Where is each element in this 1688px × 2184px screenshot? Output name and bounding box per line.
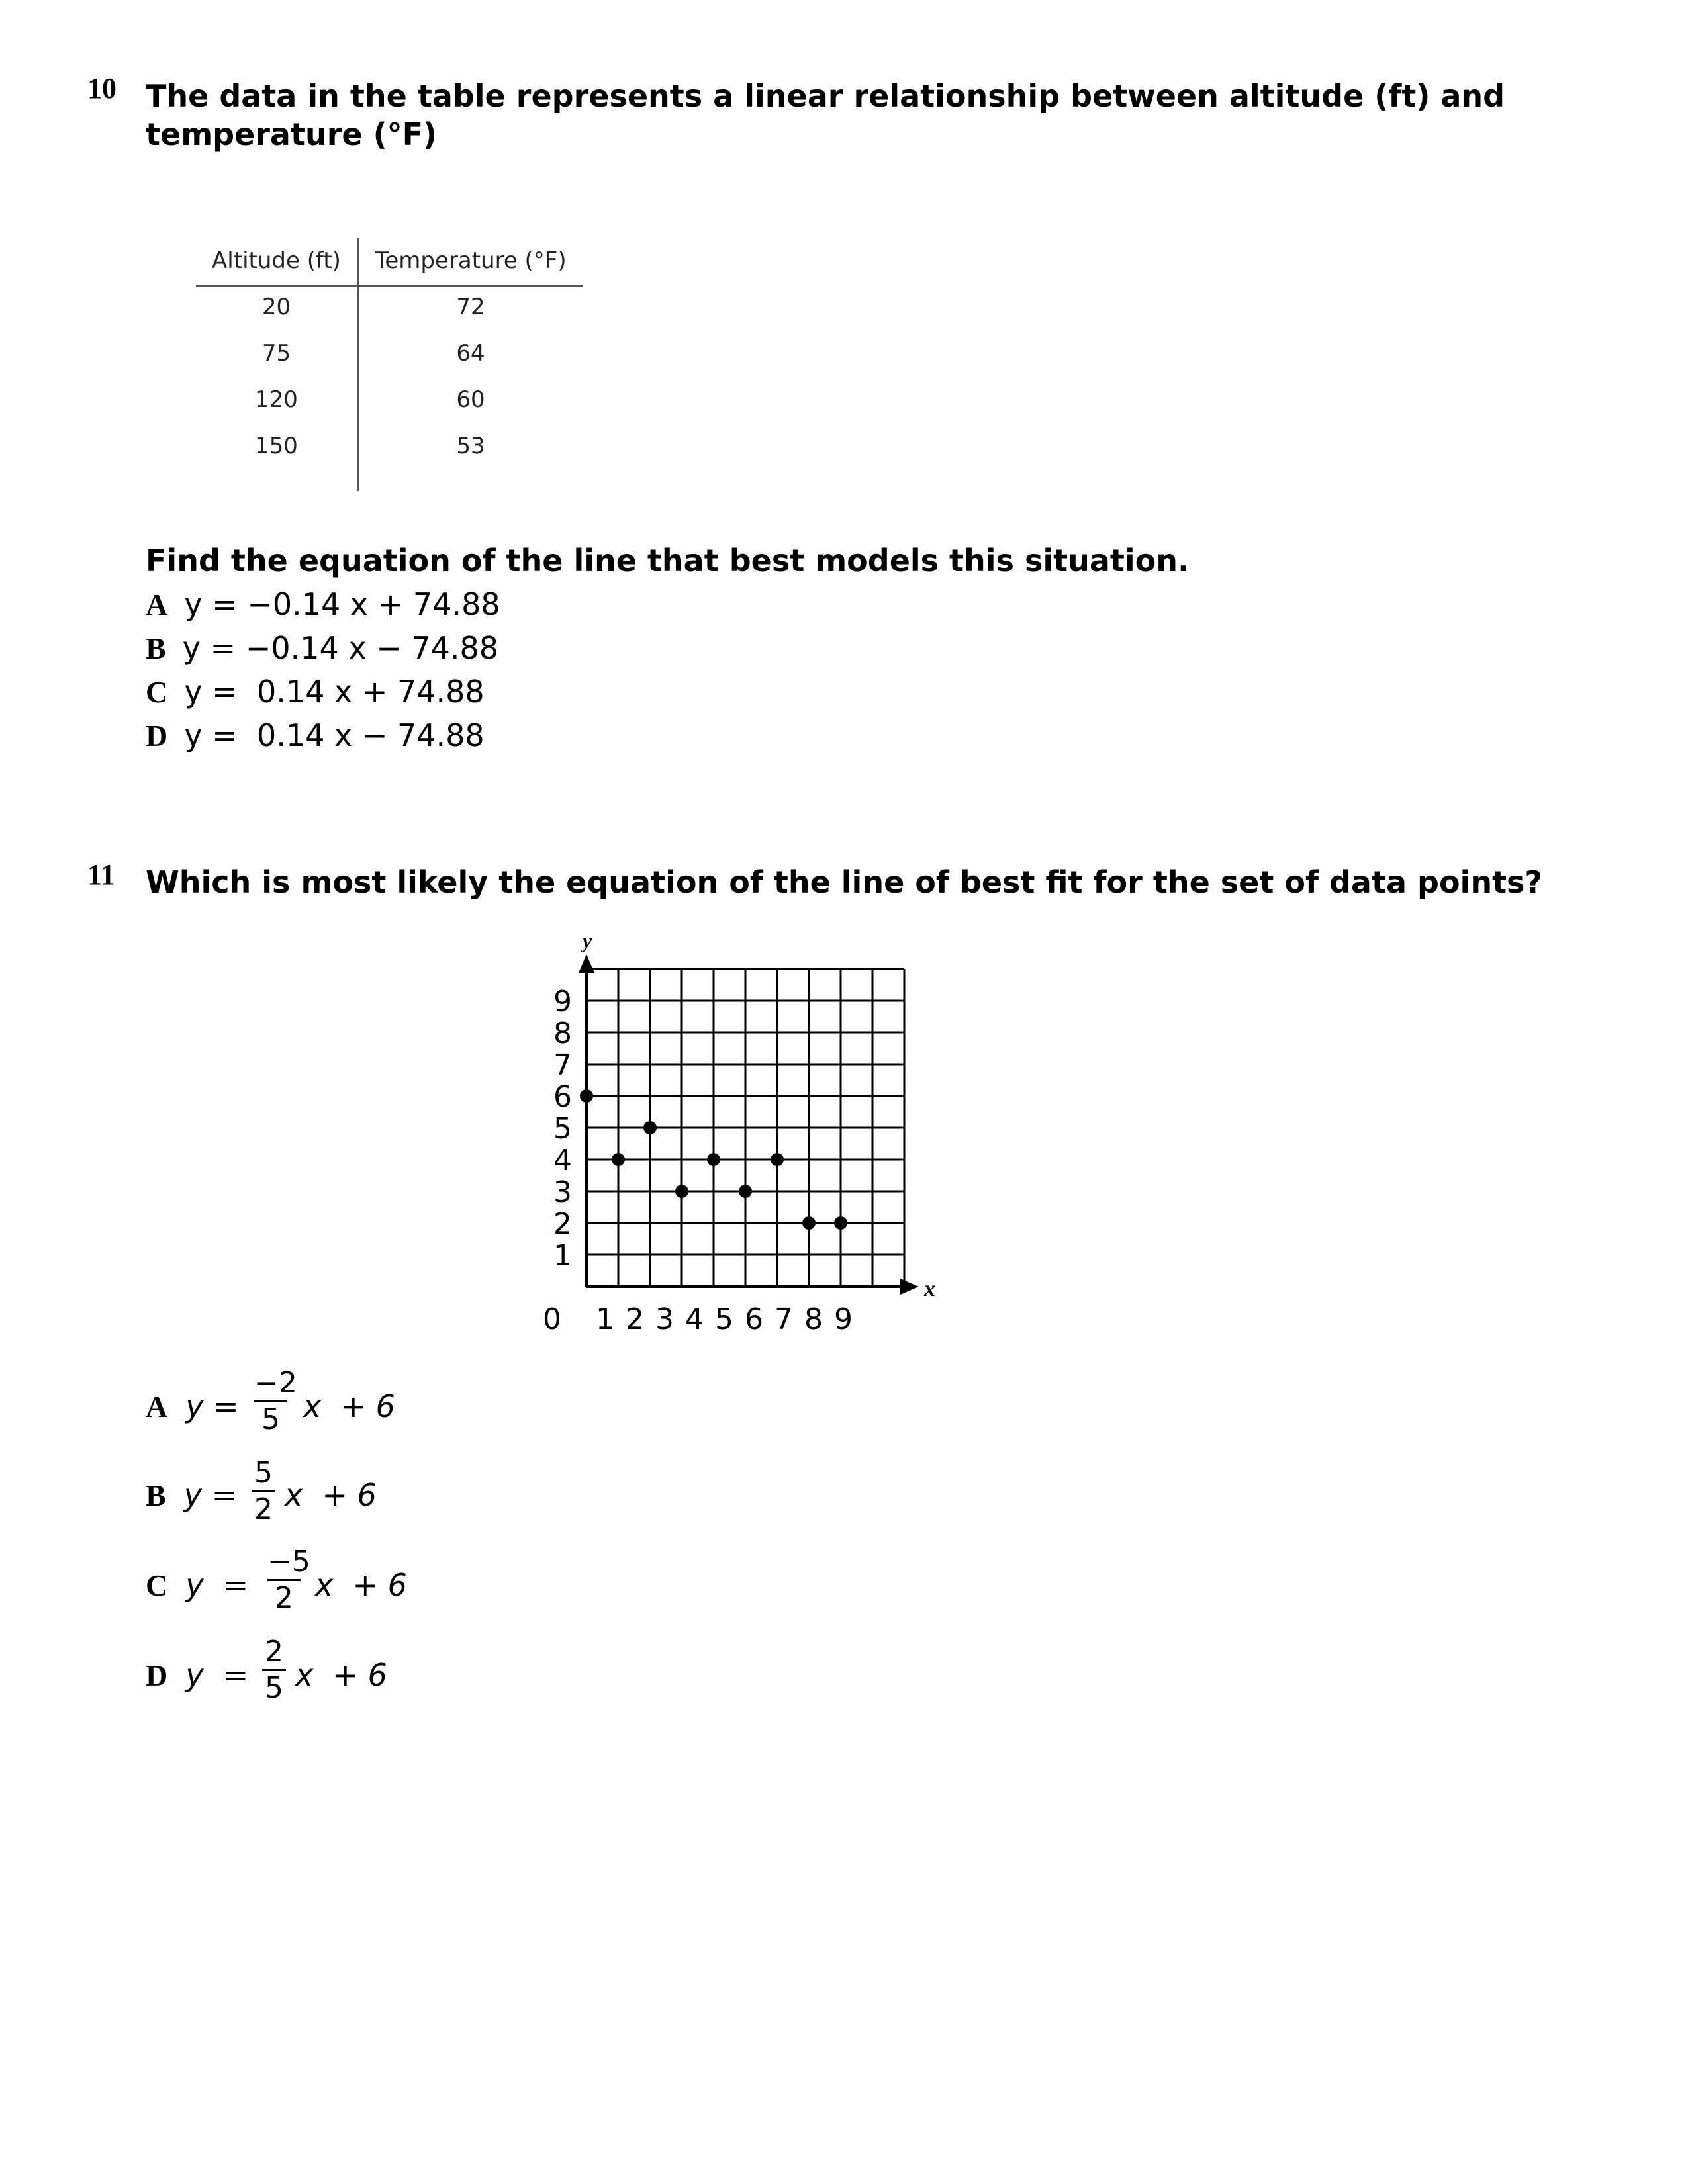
table-cell-altitude: 120	[255, 387, 298, 413]
y-tick-label: 1	[553, 1239, 572, 1273]
x-axis-arrow	[900, 1279, 919, 1295]
y-tick-label: 8	[553, 1017, 572, 1050]
option-text: y = 0.14 x − 74.88	[184, 717, 485, 753]
x-tick-label: 4	[685, 1302, 704, 1336]
fraction-denominator: 2	[254, 1492, 273, 1526]
option-rhs: x + 6	[285, 1477, 377, 1513]
table-cell-temperature: 72	[456, 294, 485, 320]
question-10-text	[146, 77, 1602, 154]
option-lhs: y =	[185, 1567, 249, 1603]
x-tick-label: 1	[596, 1302, 614, 1336]
origin-label: 0	[543, 1302, 561, 1336]
data-point	[739, 1185, 752, 1198]
fraction-denominator: 5	[265, 1671, 283, 1705]
plot-axes	[579, 929, 935, 1301]
x-tick-label: 2	[626, 1302, 644, 1336]
option-text: y = 0.14 x + 74.88	[184, 674, 485, 709]
question-10-prompt: Find the equation of the line that best models this situation.	[146, 543, 1190, 578]
table-header-temperature: Temperature (°F)	[375, 248, 567, 274]
option-letter: D	[146, 1659, 168, 1692]
table-cell-altitude: 75	[261, 340, 291, 367]
option-lhs: y =	[185, 1388, 239, 1424]
table-cell-temperature: 53	[456, 433, 485, 459]
y-tick-label: 7	[553, 1048, 572, 1082]
option-letter: C	[146, 675, 168, 709]
option-rhs: x + 6	[303, 1388, 395, 1424]
question-10-line-2: temperature (°F)	[146, 116, 438, 152]
x-tick-label: 9	[834, 1302, 853, 1336]
option-lhs: y =	[185, 1657, 249, 1693]
x-tick-labels	[543, 1302, 853, 1336]
option-rhs: x + 6	[315, 1567, 407, 1603]
y-axis-arrow	[579, 954, 594, 973]
data-point	[580, 1089, 593, 1103]
question-10-line-1: The data in the table represents a linear relationship between altitude (ft) and	[146, 78, 1505, 114]
x-tick-label: 3	[655, 1302, 674, 1336]
x-tick-label: 8	[804, 1302, 823, 1336]
y-tick-label: 9	[553, 985, 572, 1019]
option-letter: D	[146, 719, 168, 752]
table-cell-temperature: 64	[456, 340, 485, 367]
y-tick-label: 4	[553, 1144, 572, 1177]
y-tick-labels	[553, 985, 572, 1273]
fraction-numerator: −2	[254, 1366, 297, 1400]
y-tick-label: 6	[553, 1080, 572, 1114]
option-letter: B	[146, 1479, 166, 1512]
y-tick-label: 2	[553, 1207, 572, 1241]
question-10-option-a[interactable]	[146, 586, 500, 622]
option-letter: A	[146, 588, 168, 621]
table-cell-altitude: 20	[261, 294, 291, 320]
table-divider-horizontal	[196, 285, 583, 287]
option-lhs: y =	[183, 1477, 238, 1513]
question-11-number: 11	[87, 858, 115, 891]
question-11-option-d[interactable]	[146, 1657, 248, 1693]
x-axis-label: x	[924, 1277, 935, 1301]
fraction	[254, 1366, 297, 1436]
fraction-numerator: 2	[265, 1635, 283, 1668]
data-point	[643, 1121, 657, 1134]
fraction-denominator: 5	[261, 1402, 280, 1436]
data-point	[675, 1185, 688, 1198]
fraction-denominator: 2	[275, 1581, 293, 1615]
x-tick-label: 5	[715, 1302, 733, 1336]
data-point	[771, 1153, 784, 1166]
option-rhs: x + 6	[295, 1657, 387, 1693]
x-tick-label: 6	[745, 1302, 763, 1336]
x-tick-label: 7	[774, 1302, 793, 1336]
table-cell-temperature: 60	[456, 387, 485, 413]
fraction	[262, 1636, 286, 1704]
option-letter: A	[146, 1390, 168, 1424]
question-11-option-b[interactable]	[146, 1477, 237, 1513]
table-cell-altitude: 150	[255, 433, 298, 459]
question-11-option-c[interactable]	[146, 1567, 248, 1603]
fraction	[267, 1545, 310, 1615]
fraction-numerator: −5	[267, 1545, 310, 1578]
option-letter: C	[146, 1569, 168, 1602]
data-point	[612, 1153, 625, 1166]
scatter-plot	[523, 927, 947, 1350]
question-10-option-c[interactable]	[146, 674, 485, 709]
question-10-option-d[interactable]	[146, 717, 485, 753]
option-letter: B	[146, 631, 166, 665]
question-10-option-b[interactable]	[146, 630, 498, 666]
table-header-altitude: Altitude (ft)	[212, 248, 341, 274]
y-axis-label: y	[583, 929, 592, 952]
fraction	[252, 1457, 275, 1525]
data-point	[707, 1153, 720, 1166]
question-10-number: 10	[87, 72, 117, 105]
altitude-temperature-table	[196, 238, 583, 491]
data-point	[802, 1216, 816, 1230]
question-11-option-a[interactable]	[146, 1388, 239, 1424]
question-11-prompt: Which is most likely the equation of the line of best fit for the set of data points?	[146, 864, 1543, 900]
fraction-numerator: 5	[254, 1456, 273, 1490]
data-point	[834, 1216, 847, 1230]
option-text: y = −0.14 x + 74.88	[184, 586, 500, 622]
y-tick-label: 3	[553, 1175, 572, 1209]
option-text: y = −0.14 x − 74.88	[182, 630, 499, 666]
y-tick-label: 5	[553, 1112, 572, 1146]
plot-grid	[586, 969, 904, 1287]
